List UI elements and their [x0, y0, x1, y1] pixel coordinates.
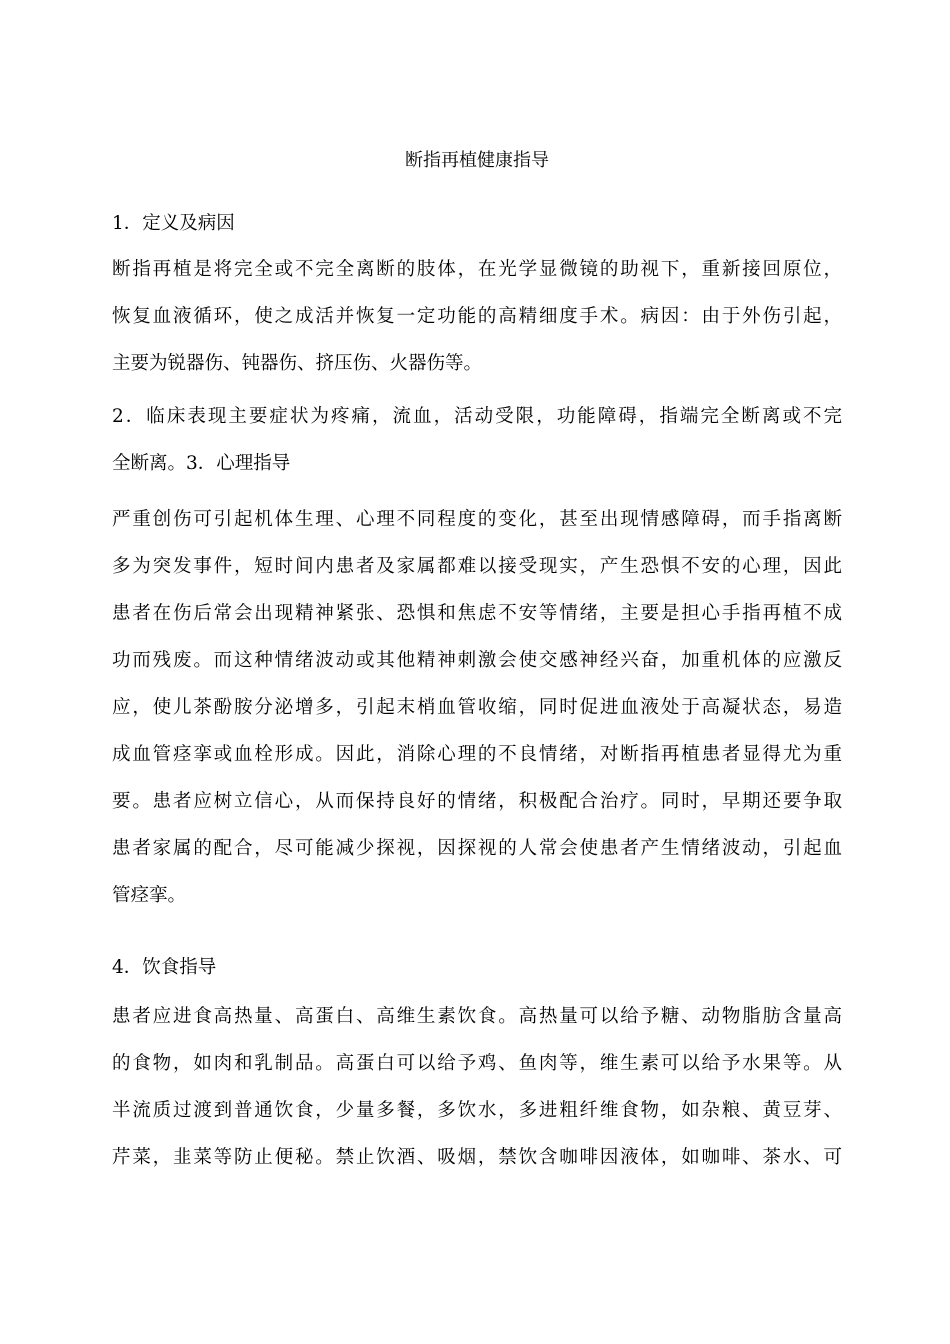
text-line: 患者在伤后常会出现精神紧张、恐惧和焦虑不安等情绪，主要是担心手指再植不成	[112, 603, 842, 624]
text-line: 多为突发事件，短时间内患者及家属都难以接受现实，产生恐惧不安的心理，因此	[112, 556, 842, 577]
section-heading-definition: 1．定义及病因	[112, 213, 235, 234]
text-line: 患者家属的配合，尽可能减少探视，因探视的人常会使患者产生情绪波动，引起血	[112, 838, 842, 859]
text-line: 要。患者应树立信心，从而保持良好的情绪，积极配合治疗。同时，早期还要争取	[112, 791, 842, 812]
text-line: 恢复血液循环，使之成活并恢复一定功能的高精细度手术。病因：由于外伤引起，	[112, 306, 842, 327]
text-line: 成血管痉挛或血栓形成。因此，消除心理的不良情绪，对断指再植患者显得尤为重	[112, 744, 842, 765]
text-line: 患者应进食高热量、高蛋白、高维生素饮食。高热量可以给予糖、动物脂肪含量高	[112, 1006, 842, 1027]
text-line: 2．临床表现主要症状为疼痛，流血，活动受限，功能障碍，指端完全断离或不完	[112, 406, 842, 427]
paragraph-psychological-guidance	[112, 496, 842, 919]
document-title: 断指再植健康指导	[405, 150, 549, 171]
text-line: 管痉挛。	[112, 885, 187, 906]
text-line: 全断离。3．心理指导	[112, 453, 291, 474]
paragraph-diet-guidance	[112, 993, 842, 1181]
text-line: 芹菜，韭菜等防止便秘。禁止饮酒、吸烟，禁饮含咖啡因液体，如咖啡、茶水、可	[112, 1147, 842, 1168]
text-line: 半流质过渡到普通饮食，少量多餐，多饮水，多进粗纤维食物，如杂粮、黄豆芽、	[112, 1100, 842, 1121]
text-line: 严重创伤可引起机体生理、心理不同程度的变化，甚至出现情感障碍，而手指离断	[112, 509, 842, 530]
section-heading-diet: 4．饮食指导	[112, 957, 217, 978]
paragraph-clinical-manifestation	[112, 393, 842, 487]
text-line: 应，使儿茶酚胺分泌增多，引起末梢血管收缩，同时促进血液处于高凝状态，易造	[112, 697, 842, 718]
text-line: 主要为锐器伤、钝器伤、挤压伤、火器伤等。	[112, 353, 483, 374]
text-line: 断指再植是将完全或不完全离断的肢体，在光学显微镜的助视下，重新接回原位，	[112, 259, 842, 280]
paragraph-definition	[112, 246, 842, 387]
text-line: 功而残废。而这种情绪波动或其他精神刺激会使交感神经兴奋，加重机体的应激反	[112, 650, 842, 671]
text-line: 的食物，如肉和乳制品。高蛋白可以给予鸡、鱼肉等，维生素可以给予水果等。从	[112, 1053, 842, 1074]
